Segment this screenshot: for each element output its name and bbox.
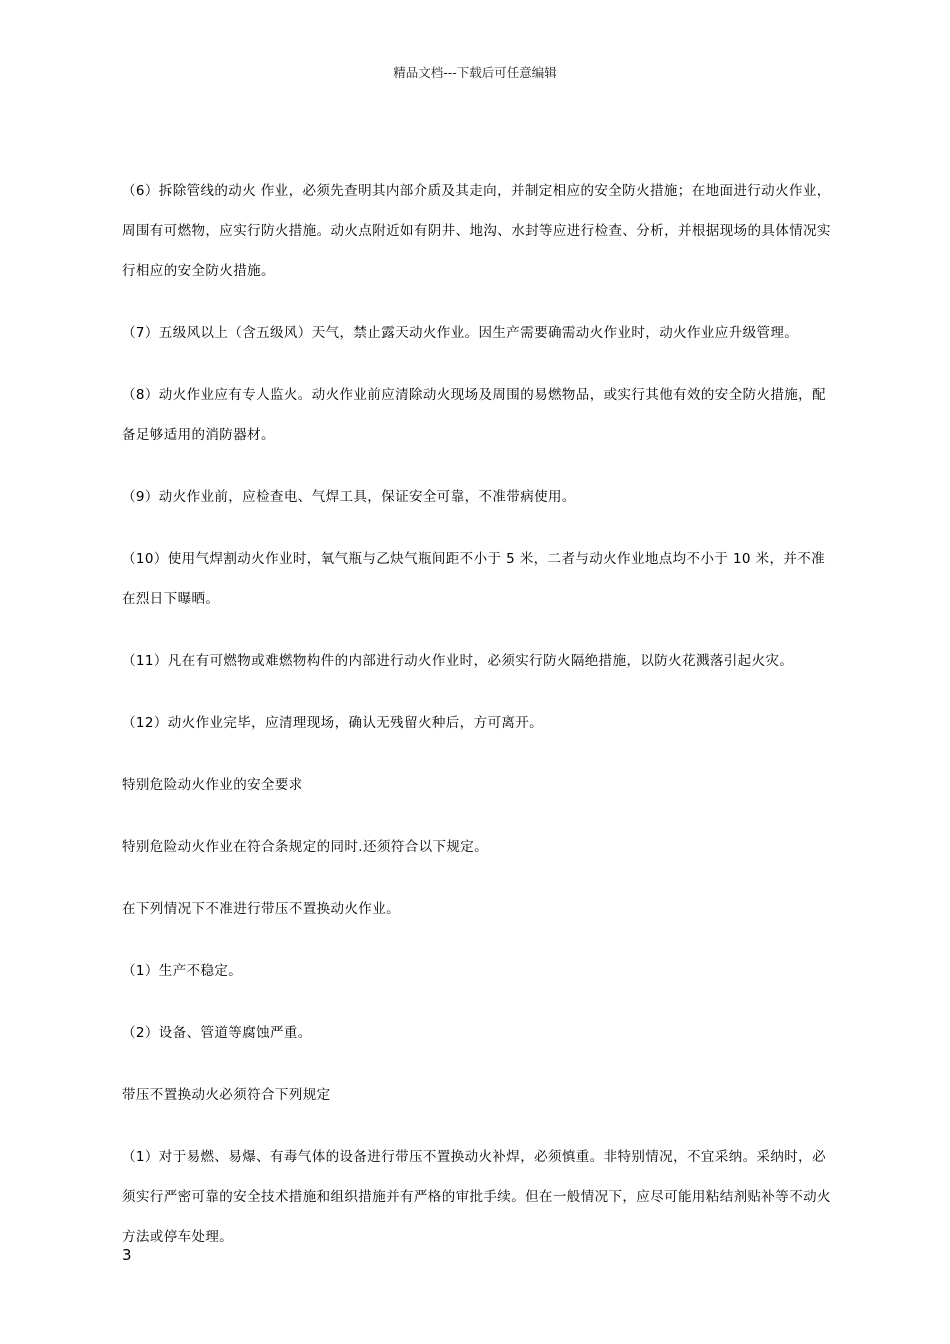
section-heading-special-hazard: 特别危险动火作业的安全要求 — [122, 777, 303, 793]
paragraph-prohibited-conditions: 在下列情况下不准进行带压不置换动火作业。 — [122, 901, 400, 917]
page-header: 精品文档---下载后可任意编辑 — [393, 65, 557, 80]
paragraph-item-8: （8）动火作业应有专人监火。动火作业前应清除动火现场及周围的易燃物品，或实行其他有效的安全防火措施，配备足够适用的消防器材。 — [122, 387, 826, 443]
list-item-severe-corrosion: （2）设备、管道等腐蚀严重。 — [122, 1025, 312, 1041]
paragraph-item-9: （9）动火作业前，应检查电、气焊工具，保证安全可靠，不准带病使用。 — [122, 489, 576, 505]
paragraph-item-10: （10）使用气焊割动火作业时，氧气瓶与乙炔气瓶间距不小于 5 米，二者与动火作业地点均不小于 10 米，并不准在烈日下曝晒。 — [122, 551, 826, 607]
document-body — [122, 171, 834, 1279]
paragraph-special-hazard-intro: 特别危险动火作业在符合条规定的同时.还须符合以下规定。 — [122, 839, 489, 855]
paragraph-item-7: （7）五级风以上（含五级风）天气，禁止露天动火作业。因生产需要确需动火作业时，动火作业应升级管理。 — [122, 325, 799, 341]
paragraph-item-12: （12）动火作业完毕，应清理现场，确认无残留火种后，方可离开。 — [122, 715, 544, 731]
page-number: 3 — [122, 1246, 132, 1264]
paragraph-pressure-hotwork-rule-1: （1）对于易燃、易爆、有毒气体的设备进行带压不置换动火补焊，必须慎重。非特别情况，不宜采纳。采纳时，必须实行严密可靠的安全技术措施和组织措施并有严格的审批手续。但在一般情况下，应尽可能用粘结剂贴补等不动火方法或停车处理。 — [122, 1149, 831, 1245]
paragraph-item-11: （11）凡在有可燃物或难燃物构件的内部进行动火作业时，必须实行防火隔绝措施，以防火花溅落引起火灾。 — [122, 653, 794, 669]
section-heading-pressure-hotwork: 带压不置换动火必须符合下列规定 — [122, 1087, 331, 1103]
list-item-unstable-production: （1）生产不稳定。 — [122, 963, 243, 979]
paragraph-item-6: （6）拆除管线的动火 作业，必须先查明其内部介质及其走向，并制定相应的安全防火措施；在地面进行动火作业，周围有可燃物，应实行防火措施。动火点附近如有阴井、地沟、水封等应进行检查、分析，并根据现场的具体情况实行相应的安全防火措施。 — [122, 183, 831, 279]
